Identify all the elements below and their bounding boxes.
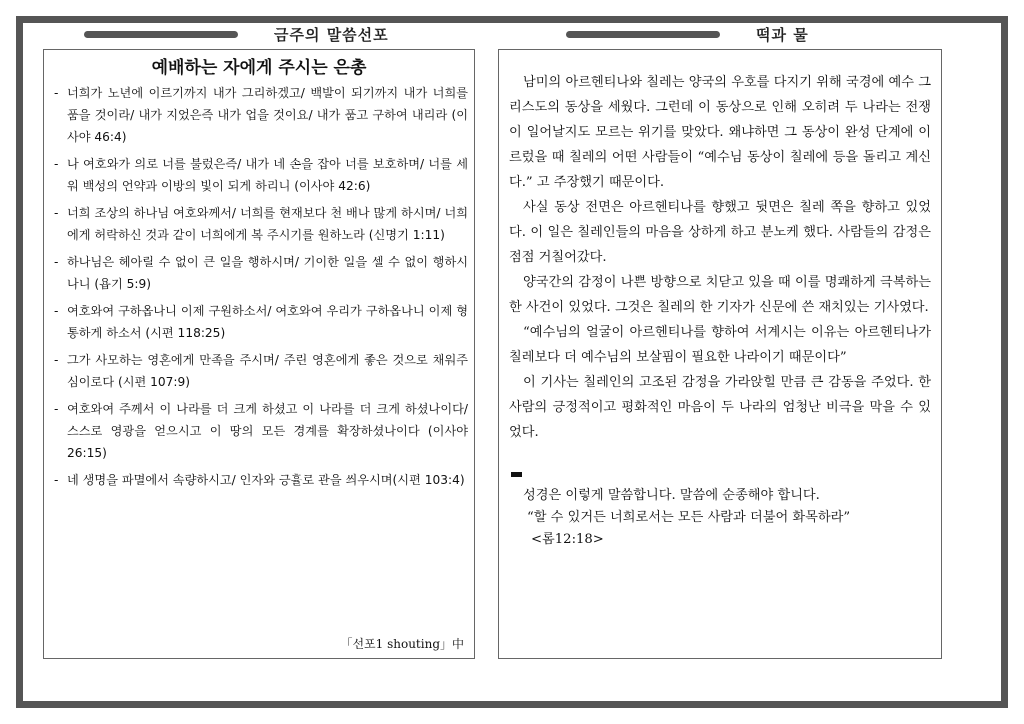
verse-item: - 여호와여 구하옵나니 이제 구원하소서/ 여호와여 우리가 구하옵나니 이제 형통하게 하소서 (시편 118:25) <box>44 300 474 344</box>
right-header-title: 떡과 물 <box>756 25 809 44</box>
verse-item: - 나 여호와가 의로 너를 불렀은즉/ 내가 네 손을 잡아 너를 보호하며/ 너를 세워 백성의 언약과 이방의 빛이 되게 하리니 (이사야 42:6) <box>44 153 474 197</box>
verse-item: - 하나님은 헤아릴 수 없이 큰 일을 행하시며/ 기이한 일을 셀 수 없이 행하시나니 (욥기 5:9) <box>44 251 474 295</box>
conclusion-line: 성경은 이렇게 말씀합니다. 말씀에 순종해야 합니다. <box>523 488 820 503</box>
left-column-header <box>84 23 389 45</box>
story-body <box>499 50 941 445</box>
verse-item: - 여호와여 주께서 이 나라를 더 크게 하셨고 이 나라를 더 크게 하셨나이다/ 스스로 영광을 얻으시고 이 땅의 모든 경계를 확장하셨나이다 (이사야 26:15) <box>44 398 474 464</box>
bullet-marker <box>511 472 522 477</box>
right-column-header <box>566 23 809 45</box>
header-bar-decoration <box>566 31 720 38</box>
story-paragraph: “예수님의 얼굴이 아르헨티나를 향하여 서계시는 이유는 아르헨티나가 칠레보다 더 예수님의 보살핌이 필요한 나라이기 때문이다” <box>509 325 931 365</box>
bible-reference: <롬12:18> <box>531 532 604 547</box>
sermon-verses-box <box>43 49 475 659</box>
verse-item: - 그가 사모하는 영혼에게 만족을 주시며/ 주린 영혼에게 좋은 것으로 채워주심이로다 (시편 107:9) <box>44 349 474 393</box>
header-bar-decoration <box>84 31 238 38</box>
story-paragraph: 양국간의 감정이 나쁜 방향으로 치닫고 있을 때 이를 명쾌하게 극복하는 한 사건이 있었다. 그것은 칠레의 한 기자가 신문에 쓴 재치있는 기사였다. <box>509 275 931 315</box>
verse-item: - 네 생명을 파멸에서 속량하시고/ 인자와 긍휼로 관을 씌우시며(시편 103:4) <box>44 469 474 491</box>
story-paragraph: 이 기사는 칠레인의 고조된 감정을 가라앉힐 만큼 큰 감동을 주었다. 한 사람의 긍정적이고 평화적인 마음이 두 나라의 엄청난 비극을 막을 수 있었다. <box>509 375 931 440</box>
source-citation: 「선포1 shouting」中 <box>340 637 464 651</box>
story-box <box>498 49 942 659</box>
story-paragraph: 사실 동상 전면은 아르헨티나를 향했고 뒷면은 칠레 쪽을 향하고 있었다. 이 일은 칠레인들의 마음을 상하게 하고 분노케 했다. 사람들의 감정은 점점 거칠어갔다. <box>509 200 931 265</box>
verse-item: - 너희 조상의 하나님 여호와께서/ 너희를 현재보다 천 배나 많게 하시며/ 너희에게 허락하신 것과 같이 너희에게 복 주시기를 원하노라 (신명기 1:11) <box>44 202 474 246</box>
bible-quote: “할 수 있거든 너희로서는 모든 사람과 더불어 화목하라” <box>527 510 851 525</box>
sermon-title: 예배하는 자에게 주시는 은총 <box>151 58 367 78</box>
story-paragraph: 남미의 아르헨티나와 칠레는 양국의 우호를 다지기 위해 국경에 예수 그리스도의 동상을 세웠다. 그런데 이 동상으로 인해 오히려 두 나라는 전쟁이 일어날지도 모르는 위기를 맞았다. 왜냐하면 그 동상이 완성 단계에 이르렀을 때 칠레의 어떤 사람들이 “예수님 동상이 칠레에 등을 돌리고 계신다.” 고 주장했기 때문이다. <box>509 75 931 190</box>
left-header-title: 금주의 말씀선포 <box>274 25 389 44</box>
conclusion-block <box>499 485 941 551</box>
verse-item: - 너희가 노년에 이르기까지 내가 그리하겠고/ 백발이 되기까지 내가 너희를 품을 것이라/ 내가 지었은즉 내가 업을 것이요/ 내가 품고 구하여 내리라 (이사야 46:4) <box>44 82 474 148</box>
